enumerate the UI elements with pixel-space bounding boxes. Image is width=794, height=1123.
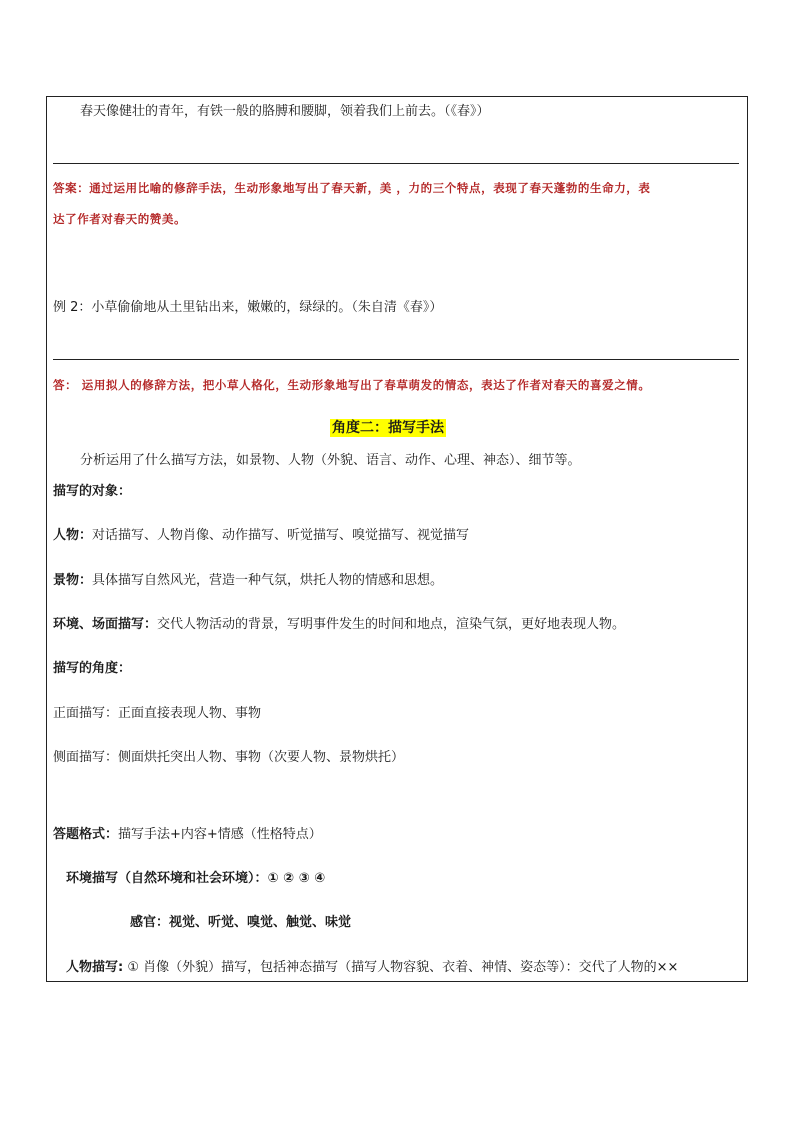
section-heading: 角度二：描写手法 xyxy=(332,420,444,436)
example1-text: 春天像健壮的青年，有铁一般的胳膊和腰脚，领着我们上前去。（《春》） xyxy=(80,104,490,119)
angle-title: 描写的角度： xyxy=(53,661,132,676)
senses-line: 感官：视觉、听觉、嗅觉、触觉、味觉 xyxy=(130,915,352,930)
front-description: 正面描写：正面直接表现人物、事物 xyxy=(53,706,262,721)
scene-line: 景物：具体描写自然风光，营造一种气氛，烘托人物的情感和思想。 xyxy=(53,573,444,588)
answer-line-2 xyxy=(53,359,739,360)
answer-line-1 xyxy=(53,163,739,164)
objects-title: 描写的对象： xyxy=(53,484,132,499)
example2-text: 例 2：小草偷偷地从土里钻出来，嫩嫩的，绿绿的。（朱自清《春》） xyxy=(53,300,443,315)
environment-line: 环境、场面描写：交代人物活动的背景，写明事件发生的时间和地点，渲染气氛，更好地表现人物。 xyxy=(53,617,626,632)
side-description: 侧面描写：侧面烘托突出人物、事物（次要人物、景物烘托） xyxy=(53,750,405,765)
environment-format-line: 环境描写（自然环境和社会环境）：① ② ③ ④ xyxy=(66,871,326,886)
answer1-line-b: 达了作者对春天的赞美。 xyxy=(53,212,187,226)
answer2-text: 答： 运用拟人的修辞方法，把小草人格化，生动形象地写出了春草萌发的情态，表达了作者对春天的喜爱之情。 xyxy=(53,378,651,392)
character-description-line: 人物描写: ① 肖像（外貌）描写，包括神态描写（描写人物容貌、衣着、神情、姿态等）：交代了人物的×× xyxy=(66,960,679,975)
person-line: 人物：对话描写、人物肖像、动作描写、听觉描写、嗅觉描写、视觉描写 xyxy=(53,528,470,543)
intro-text: 分析运用了什么描写方法，如景物、人物（外貌、语言、动作、心理、神态）、细节等。 xyxy=(80,453,581,468)
answer-format-line: 答题格式：描写手法+内容+情感（性格特点） xyxy=(53,827,322,842)
answer1-line-a: 答案：通过运用比喻的修辞手法，生动形象地写出了春天新，美 ，力的三个特点，表现了春天蓬勃的生命力，表 xyxy=(53,181,651,195)
